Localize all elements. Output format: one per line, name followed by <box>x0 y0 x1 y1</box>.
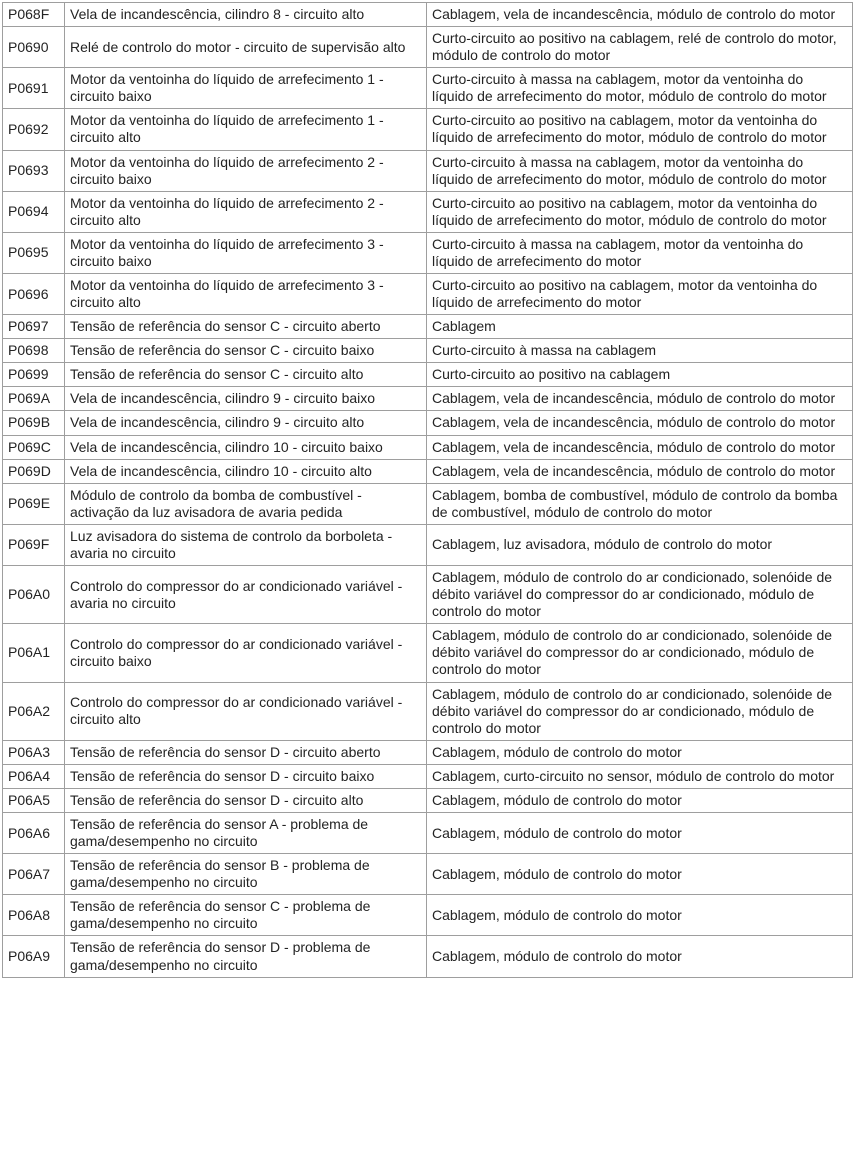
table-row <box>3 788 853 812</box>
cell-code: P069C <box>3 435 65 459</box>
cell-causes: Cablagem, módulo de controlo do ar condicionado, solenóide de débito variável do compressor do ar condicionado, módulo de controlo do motor <box>427 624 853 682</box>
table-row <box>3 764 853 788</box>
cell-causes: Curto-circuito à massa na cablagem, motor da ventoinha do líquido de arrefecimento do motor <box>427 232 853 273</box>
cell-code: P06A2 <box>3 682 65 740</box>
cell-code: P06A6 <box>3 812 65 853</box>
cell-code: P06A9 <box>3 936 65 977</box>
cell-causes: Cablagem, módulo de controlo do motor <box>427 740 853 764</box>
cell-description: Vela de incandescência, cilindro 9 - circuito alto <box>65 411 427 435</box>
cell-description: Motor da ventoinha do líquido de arrefecimento 3 - circuito alto <box>65 274 427 315</box>
table-row <box>3 524 853 565</box>
cell-code: P06A0 <box>3 566 65 624</box>
cell-causes: Cablagem, módulo de controlo do motor <box>427 936 853 977</box>
cell-description: Controlo do compressor do ar condicionado variável - circuito alto <box>65 682 427 740</box>
cell-code: P069E <box>3 483 65 524</box>
cell-code: P0691 <box>3 68 65 109</box>
cell-causes: Cablagem, módulo de controlo do motor <box>427 788 853 812</box>
table-row <box>3 740 853 764</box>
cell-causes: Cablagem, vela de incandescência, módulo de controlo do motor <box>427 459 853 483</box>
table-row <box>3 315 853 339</box>
cell-code: P069A <box>3 387 65 411</box>
cell-description: Tensão de referência do sensor B - problema de gama/desempenho no circuito <box>65 854 427 895</box>
cell-description: Tensão de referência do sensor C - circuito baixo <box>65 339 427 363</box>
table-row <box>3 624 853 682</box>
table-row <box>3 68 853 109</box>
cell-description: Motor da ventoinha do líquido de arrefecimento 2 - circuito alto <box>65 191 427 232</box>
cell-causes: Cablagem, vela de incandescência, módulo de controlo do motor <box>427 435 853 459</box>
table-row <box>3 339 853 363</box>
cell-code: P06A4 <box>3 764 65 788</box>
table-row <box>3 435 853 459</box>
cell-code: P06A8 <box>3 895 65 936</box>
cell-code: P06A1 <box>3 624 65 682</box>
table-row <box>3 191 853 232</box>
table-row <box>3 459 853 483</box>
dtc-table-body <box>3 3 853 978</box>
table-row <box>3 150 853 191</box>
cell-description: Luz avisadora do sistema de controlo da borboleta - avaria no circuito <box>65 524 427 565</box>
cell-description: Tensão de referência do sensor D - circuito alto <box>65 788 427 812</box>
cell-description: Vela de incandescência, cilindro 8 - circuito alto <box>65 3 427 27</box>
cell-description: Vela de incandescência, cilindro 10 - circuito baixo <box>65 435 427 459</box>
cell-description: Tensão de referência do sensor C - circuito alto <box>65 363 427 387</box>
cell-code: P0699 <box>3 363 65 387</box>
cell-description: Vela de incandescência, cilindro 9 - circuito baixo <box>65 387 427 411</box>
cell-causes: Cablagem, módulo de controlo do motor <box>427 854 853 895</box>
cell-code: P0694 <box>3 191 65 232</box>
table-row <box>3 274 853 315</box>
cell-causes: Cablagem, módulo de controlo do motor <box>427 812 853 853</box>
cell-causes: Cablagem, vela de incandescência, módulo de controlo do motor <box>427 411 853 435</box>
cell-causes: Curto-circuito à massa na cablagem <box>427 339 853 363</box>
cell-causes: Cablagem, módulo de controlo do motor <box>427 895 853 936</box>
cell-description: Motor da ventoinha do líquido de arrefecimento 1 - circuito baixo <box>65 68 427 109</box>
table-row <box>3 682 853 740</box>
cell-code: P069B <box>3 411 65 435</box>
cell-code: P069F <box>3 524 65 565</box>
cell-description: Relé de controlo do motor - circuito de supervisão alto <box>65 27 427 68</box>
cell-causes: Curto-circuito ao positivo na cablagem, motor da ventoinha do líquido de arrefecimento do motor, módulo de controlo do motor <box>427 191 853 232</box>
dtc-table <box>2 2 853 978</box>
cell-description: Tensão de referência do sensor C - circuito aberto <box>65 315 427 339</box>
cell-description: Controlo do compressor do ar condicionado variável - avaria no circuito <box>65 566 427 624</box>
table-row <box>3 483 853 524</box>
table-row <box>3 936 853 977</box>
cell-description: Tensão de referência do sensor A - problema de gama/desempenho no circuito <box>65 812 427 853</box>
cell-code: P0690 <box>3 27 65 68</box>
cell-code: P0696 <box>3 274 65 315</box>
cell-causes: Curto-circuito ao positivo na cablagem, relé de controlo do motor, módulo de controlo do motor <box>427 27 853 68</box>
cell-code: P0697 <box>3 315 65 339</box>
table-row <box>3 812 853 853</box>
cell-code: P0693 <box>3 150 65 191</box>
cell-causes: Curto-circuito à massa na cablagem, motor da ventoinha do líquido de arrefecimento do motor, módulo de controlo do motor <box>427 68 853 109</box>
cell-causes: Cablagem, curto-circuito no sensor, módulo de controlo do motor <box>427 764 853 788</box>
cell-description: Tensão de referência do sensor D - circuito baixo <box>65 764 427 788</box>
cell-causes: Cablagem, módulo de controlo do ar condicionado, solenóide de débito variável do compressor do ar condicionado, módulo de controlo do motor <box>427 566 853 624</box>
cell-description: Módulo de controlo da bomba de combustível - activação da luz avisadora de avaria pedida <box>65 483 427 524</box>
cell-description: Tensão de referência do sensor C - problema de gama/desempenho no circuito <box>65 895 427 936</box>
cell-causes: Curto-circuito ao positivo na cablagem <box>427 363 853 387</box>
cell-code: P06A5 <box>3 788 65 812</box>
cell-causes: Curto-circuito à massa na cablagem, motor da ventoinha do líquido de arrefecimento do motor, módulo de controlo do motor <box>427 150 853 191</box>
cell-causes: Cablagem, módulo de controlo do ar condicionado, solenóide de débito variável do compressor do ar condicionado, módulo de controlo do motor <box>427 682 853 740</box>
cell-description: Tensão de referência do sensor D - circuito aberto <box>65 740 427 764</box>
cell-causes: Curto-circuito ao positivo na cablagem, motor da ventoinha do líquido de arrefecimento do motor <box>427 274 853 315</box>
cell-description: Controlo do compressor do ar condicionado variável - circuito baixo <box>65 624 427 682</box>
cell-code: P069D <box>3 459 65 483</box>
cell-causes: Cablagem, bomba de combustível, módulo de controlo da bomba de combustível, módulo de controlo do motor <box>427 483 853 524</box>
cell-causes: Cablagem <box>427 315 853 339</box>
cell-code: P068F <box>3 3 65 27</box>
cell-causes: Cablagem, vela de incandescência, módulo de controlo do motor <box>427 387 853 411</box>
cell-description: Vela de incandescência, cilindro 10 - circuito alto <box>65 459 427 483</box>
cell-description: Tensão de referência do sensor D - problema de gama/desempenho no circuito <box>65 936 427 977</box>
cell-description: Motor da ventoinha do líquido de arrefecimento 1 - circuito alto <box>65 109 427 150</box>
cell-causes: Curto-circuito ao positivo na cablagem, motor da ventoinha do líquido de arrefecimento do motor, módulo de controlo do motor <box>427 109 853 150</box>
cell-causes: Cablagem, vela de incandescência, módulo de controlo do motor <box>427 3 853 27</box>
cell-code: P0695 <box>3 232 65 273</box>
table-row <box>3 895 853 936</box>
table-row <box>3 387 853 411</box>
cell-description: Motor da ventoinha do líquido de arrefecimento 3 - circuito baixo <box>65 232 427 273</box>
table-row <box>3 363 853 387</box>
cell-code: P06A7 <box>3 854 65 895</box>
cell-code: P06A3 <box>3 740 65 764</box>
cell-code: P0692 <box>3 109 65 150</box>
table-row <box>3 27 853 68</box>
cell-description: Motor da ventoinha do líquido de arrefecimento 2 - circuito baixo <box>65 150 427 191</box>
table-row <box>3 3 853 27</box>
cell-causes: Cablagem, luz avisadora, módulo de controlo do motor <box>427 524 853 565</box>
cell-code: P0698 <box>3 339 65 363</box>
table-row <box>3 232 853 273</box>
table-row <box>3 411 853 435</box>
table-row <box>3 854 853 895</box>
table-row <box>3 566 853 624</box>
table-row <box>3 109 853 150</box>
